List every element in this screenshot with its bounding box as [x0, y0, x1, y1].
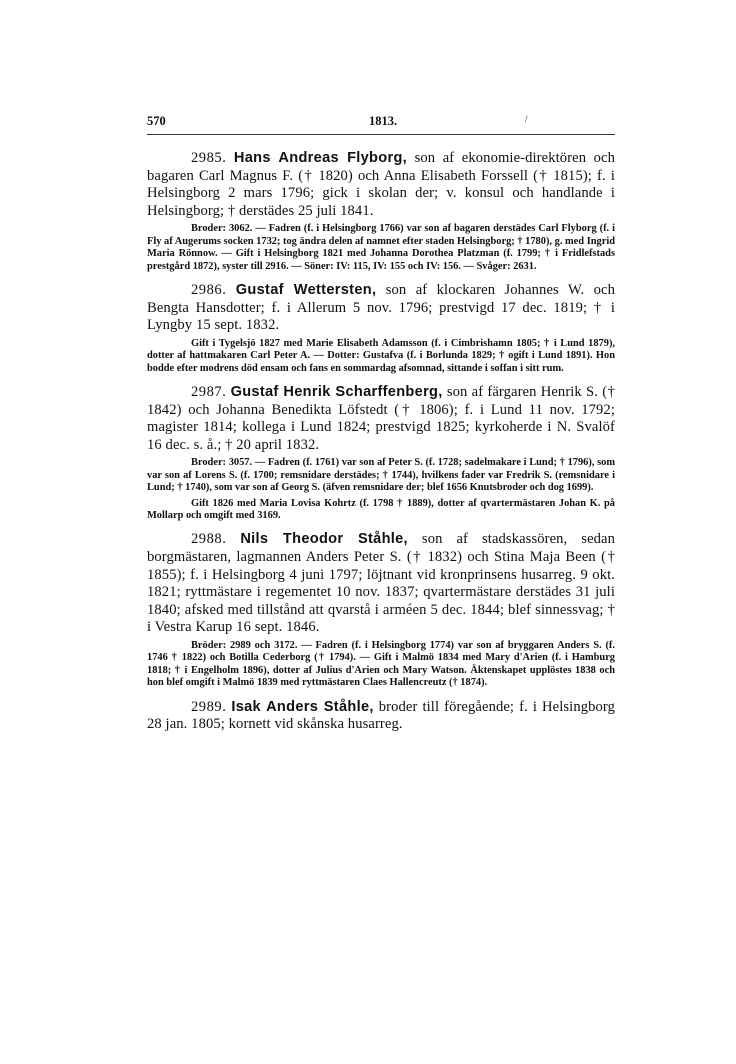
page-number: 570 [147, 114, 166, 128]
entry-name: Isak Anders Ståhle, [231, 698, 374, 715]
page-header [147, 114, 615, 130]
entry-text: broder till föregående; f. i Helsingborg 28 jan. 1805; kornett vid skånska husarreg. [147, 698, 616, 733]
header-mark: / [525, 114, 528, 124]
entry-note: Bröder: 2989 och 3172. — Fadren (f. i Helsingborg 1774) var son af bryggaren Anders S. (f. 1746 † 1822) och Botilla Cederborg († 1794). — Gift i Malmö 1834 med Mary d'Arien (f. i Hamburg 1818; † i Engelholm 1896), dotter af Julius d'Arien och Mary Watson. Äktenskapet upplöstes 1838 och hon blef omgift i Malmö 1839 med ryttmästaren Claes Hallencreutz († 1874). [147, 639, 615, 689]
entry-number: 2988. [191, 531, 227, 548]
entry-main [147, 282, 615, 335]
entry-main [147, 531, 615, 637]
entry-text: son af färgaren Henrik S. († 1842) och Johanna Benedikta Löfstedt († 1806); f. i Lund 11 nov. 1792; magister 1814; kollega i Lund 1824; prestvigd 1825; kyrkoherde i N. Svalöf 16 dec. s. å.; † 20 april 1832. [147, 384, 616, 453]
entry-name: Gustaf Henrik Scharffenberg, [230, 384, 443, 400]
entry-note: Broder: 3062. — Fadren (f. i Helsingborg 1766) var son af bagaren derstädes Carl Flyborg (f. i Fly af Augerums socken 1732; tog ändra delen af namnet efter staden Helsingborg; † 1780), g. med Ingrid Maria Rönnow. — Gift i Helsingborg 1821 med Johanna Dorothea Platzman (f. 1799; † i Fridlefstads prestgård 1872), syster till 2916. — Söner: IV: 115, IV: 155 och IV: 156. — Svåger: 2631. [147, 223, 615, 272]
entry-note: Broder: 3057. — Fadren (f. 1761) var son af Peter S. (f. 1728; sadelmakare i Lund; † 1796), som var son af Lorens S. (f. 1700; remsnidare derstädes; † 1744), hvilkens fader var Fredrik S. (remsnidare i Lund; † 1740), som var son af Georg S. (äfven remsnidare der; blef 1656 Knutsbroder och dog 1699). [147, 457, 615, 494]
entry-name: Hans Andreas Flyborg, [233, 150, 408, 166]
entry-note: Gift i Tygelsjö 1827 med Marie Elisabeth Adamsson (f. i Cimbrishamn 1805; † i Lund 1879), dotter af hattmakaren Carl Peter A. — Dotter: Gustafva (f. i Borlunda 1829; † ogift i Lund 1891). Hon bodde efter modrens död ensam och fans en sommardag afsomnad, sittande i soffan i sitt rum. [147, 337, 615, 374]
entry-name: Gustaf Wettersten, [235, 282, 377, 298]
entry-number: 2985. [191, 150, 227, 166]
entry-note: Gift 1826 med Maria Lovisa Kohrtz (f. 1798 † 1889), dotter af qvartermästaren Johan K. på Mollarp och omgift med 3169. [147, 497, 615, 521]
entry-number: 2989. [191, 698, 227, 715]
entry-text: son af ekonomie-direktören och bagaren Carl Magnus F. († 1820) och Anna Elisabeth Forssell († 1815); f. i Helsingborg 2 mars 1796; gick i skolan der; v. konsul och handlande i Helsingborg; † derstädes 25 juli 1841. [147, 150, 616, 219]
entry-2988 [147, 531, 615, 689]
entry-2987 [147, 384, 615, 522]
entry-number: 2986. [191, 282, 227, 298]
entry-text: son af klockaren Johannes W. och Bengta Hansdotter; f. i Allerum 5 nov. 1796; prestvigd 17 dec. 1819; † i Lyngby 15 sept. 1832. [147, 282, 616, 334]
entry-main [147, 699, 615, 734]
entry-2986 [147, 282, 615, 375]
running-year: 1813. [369, 114, 398, 128]
entry-name: Nils Theodor Ståhle, [240, 531, 408, 548]
entry-main [147, 150, 615, 220]
header-rule [147, 134, 615, 135]
entry-2985 [147, 150, 615, 273]
page [147, 114, 615, 743]
entry-2989 [147, 699, 615, 734]
entry-main [147, 384, 615, 454]
entry-text: son af stadskassören, sedan borgmästaren, lagmannen Anders Peter S. († 1832) och Stina Maja Been († 1855); f. i Helsingborg 4 juni 1797; löjtnant vid kronprinsens husarreg. 9 okt. 1821; ryttmästare i regementet 10 nov. 1837; qvartermästare derstädes 31 juli 1840; afsked med tillstånd att qvarstå i arméen 5 dec. 1844; blef sinnessvag; † i Vestra Karup 16 sept. 1846. [147, 531, 616, 636]
entry-number: 2987. [191, 384, 227, 400]
page-body [147, 150, 615, 734]
